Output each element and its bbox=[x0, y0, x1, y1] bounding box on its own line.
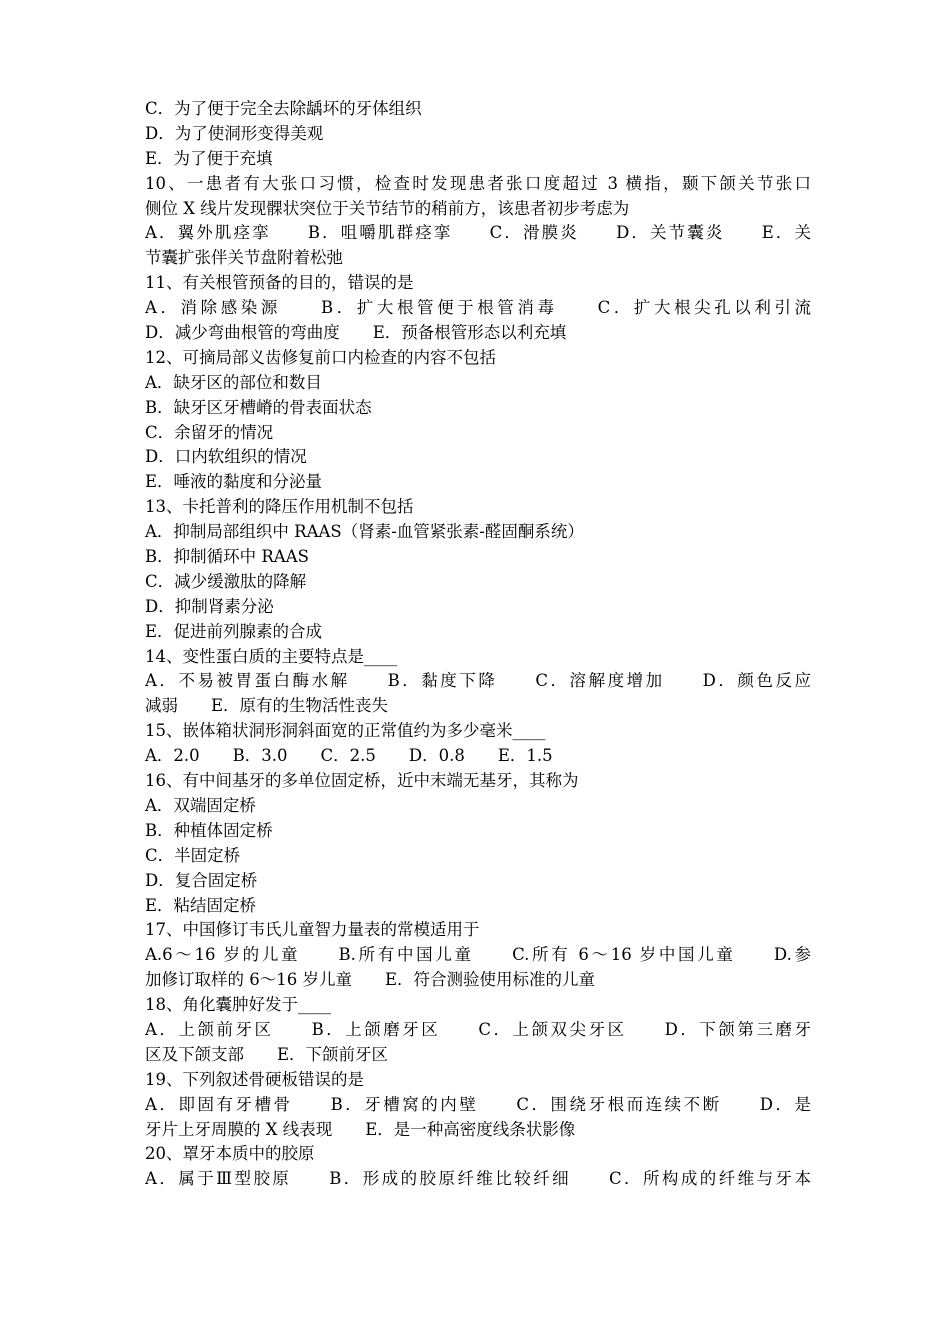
text-line-option-c: C．为了便于完全去除龋坏的牙体组织 bbox=[145, 99, 422, 118]
question-15-stem: 15、嵌体箱状洞形洞斜面宽的正常值约为多少毫米____ bbox=[145, 721, 546, 741]
question-12-option-c: C．余留牙的情况 bbox=[145, 422, 274, 442]
question-20-options-line-1: A．属于Ⅲ型胶原 B．形成的胶原纤维比较纤细 C．所构成的纤维与牙本 bbox=[145, 1169, 811, 1189]
question-10-options-line-1: A．翼外肌痉挛 B．咀嚼肌群痉挛 C．滑膜炎 D．关节囊炎 E．关 bbox=[145, 223, 811, 243]
question-13-option-d: D．抑制肾素分泌 bbox=[145, 596, 274, 616]
question-18-stem: 18、角化囊肿好发于____ bbox=[145, 995, 331, 1015]
text-line-option-e: E．为了便于充填 bbox=[145, 148, 273, 168]
question-19-options-line-1: A．即固有牙槽骨 B．牙槽窝的内壁 C．围绕牙根而连续不断 D．是 bbox=[145, 1094, 811, 1114]
question-20-stem: 20、罩牙本质中的胶原 bbox=[145, 1144, 315, 1164]
question-13-option-b: B．抑制循环中 RAAS bbox=[145, 547, 309, 567]
document-page bbox=[145, 97, 811, 1192]
question-16-option-e: E．粘结固定桥 bbox=[145, 895, 257, 915]
question-16-option-a: A．双端固定桥 bbox=[145, 795, 256, 815]
question-16-stem: 16、有中间基牙的多单位固定桥，近中末端无基牙，其称为 bbox=[145, 771, 579, 791]
question-14-options-line-1: A．不易被胃蛋白酶水解 B．黏度下降 C．溶解度增加 D．颜色反应 bbox=[145, 671, 811, 691]
question-19-stem: 19、下列叙述骨硬板错误的是 bbox=[145, 1069, 364, 1089]
question-17-options-line-1: A.6～16 岁的儿童 B.所有中国儿童 C.所有 6～16 岁中国儿童 D.参 bbox=[145, 945, 811, 965]
question-16-option-c: C．半固定桥 bbox=[145, 845, 241, 865]
question-10-stem-line-2: 侧位 X 线片发现髁状突位于关节结节的稍前方，该患者初步考虑为 bbox=[145, 198, 630, 218]
question-13-option-a: A．抑制局部组织中 RAAS（肾素-血管紧张素-醛固酮系统） bbox=[145, 522, 584, 542]
text-line-option-d: D．为了使洞形变得美观 bbox=[145, 123, 324, 143]
question-19-options-line-2: 牙片上牙周膜的 X 线表现 E．是一种高密度线条状影像 bbox=[145, 1119, 576, 1139]
question-15-options: A．2.0 B．3.0 C．2.5 D．0.8 E．1.5 bbox=[145, 746, 553, 766]
question-12-option-e: E．唾液的黏度和分泌量 bbox=[145, 472, 323, 492]
question-12-option-b: B．缺牙区牙槽嵴的骨表面状态 bbox=[145, 397, 372, 417]
question-11-stem: 11、有关根管预备的目的，错误的是 bbox=[145, 273, 414, 293]
question-12-option-d: D．口内软组织的情况 bbox=[145, 447, 307, 467]
question-16-option-d: D．复合固定桥 bbox=[145, 870, 258, 890]
question-14-stem: 14、变性蛋白质的主要特点是____ bbox=[145, 646, 397, 666]
question-14-options-line-2: 减弱 E．原有的生物活性丧失 bbox=[145, 696, 389, 716]
question-13-option-e: E．促进前列腺素的合成 bbox=[145, 621, 323, 641]
question-13-stem: 13、卡托普利的降压作用机制不包括 bbox=[145, 497, 414, 517]
question-10-stem-line-1: 10、一患者有大张口习惯，检查时发现患者张口度超过 3 横指，颞下颌关节张口 bbox=[145, 173, 811, 193]
question-13-option-c: C．减少缓激肽的降解 bbox=[145, 571, 307, 591]
question-10-options-line-2: 节囊扩张伴关节盘附着松弛 bbox=[145, 248, 343, 268]
question-18-options-line-2: 区及下颌支部 E．下颌前牙区 bbox=[145, 1044, 389, 1064]
question-11-options-line-2: D．减少弯曲根管的弯曲度 E．预备根管形态以利充填 bbox=[145, 323, 567, 343]
question-17-options-line-2: 加修订取样的 6～16 岁儿童 E．符合测验使用标准的儿童 bbox=[145, 970, 596, 990]
question-18-options-line-1: A．上颌前牙区 B．上颌磨牙区 C．上颌双尖牙区 D．下颌第三磨牙 bbox=[145, 1019, 811, 1039]
question-17-stem: 17、中国修订韦氏儿童智力量表的常模适用于 bbox=[145, 920, 480, 940]
question-12-option-a: A．缺牙区的部位和数目 bbox=[145, 372, 322, 392]
question-12-stem: 12、可摘局部义齿修复前口内检查的内容不包括 bbox=[145, 347, 496, 367]
question-16-option-b: B．种植体固定桥 bbox=[145, 820, 273, 840]
question-11-options-line-1: A．消除感染源 B．扩大根管便于根管消毒 C．扩大根尖孔以利引流 bbox=[145, 298, 811, 318]
